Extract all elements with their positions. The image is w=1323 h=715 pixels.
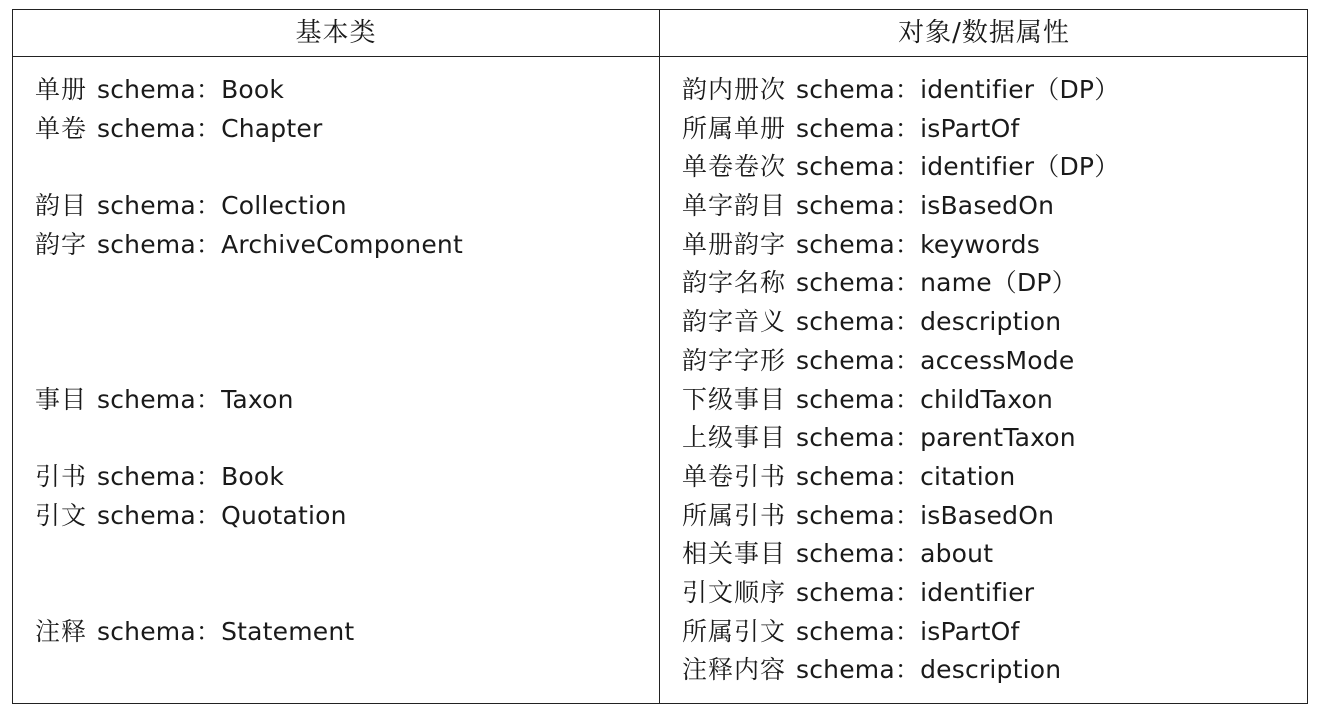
property-schema: schema：isPartOf: [796, 113, 1020, 143]
header-basic-class: 基本类: [295, 18, 377, 48]
property-schema: schema：isBasedOn: [796, 500, 1055, 530]
table-row: [35, 651, 645, 690]
property-label: 韵内册次: [682, 75, 787, 104]
class-label: 韵字: [35, 229, 88, 259]
property-schema: schema：isBasedOn: [796, 191, 1055, 221]
property-schema: schema：name（DP）: [796, 268, 1077, 298]
property-label: 所属引书: [682, 500, 787, 530]
property-schema: schema：description: [796, 307, 1062, 337]
table-row: [35, 264, 645, 303]
table-row: [35, 303, 645, 342]
property-label: 单册韵字: [682, 229, 787, 259]
class-label: 韵目: [35, 191, 88, 221]
class-label: 单卷: [35, 113, 88, 143]
table-row: [35, 226, 645, 265]
table-row: [682, 651, 1297, 690]
property-schema: schema：citation: [796, 461, 1016, 491]
table-row: [35, 574, 645, 613]
table-row: [682, 148, 1297, 187]
class-schema: schema：Book: [97, 461, 285, 491]
property-schema: schema：parentTaxon: [796, 423, 1076, 453]
property-schema: schema：identifier（DP）: [796, 75, 1120, 104]
table-row: [35, 535, 645, 574]
property-label: 韵字音义: [682, 307, 787, 337]
class-label: 事目: [35, 384, 88, 414]
property-label: 上级事目: [682, 423, 787, 453]
property-label: 单卷引书: [682, 461, 787, 491]
property-schema: schema：accessMode: [796, 345, 1075, 375]
property-label: 韵字名称: [682, 268, 787, 298]
property-schema: schema：identifier（DP）: [796, 152, 1120, 182]
table-row: [35, 381, 645, 420]
property-label: 引文顺序: [682, 577, 787, 607]
basic-class-column: [35, 71, 645, 690]
table-row: [682, 613, 1297, 652]
table-row: [35, 342, 645, 381]
property-schema: schema：childTaxon: [796, 384, 1054, 414]
property-schema: schema：isPartOf: [796, 616, 1020, 646]
table-header-row: [13, 10, 1307, 57]
table-row: [682, 419, 1297, 458]
table-row: [682, 535, 1297, 574]
table-row: [35, 187, 645, 226]
table-row: [35, 613, 645, 652]
table-row: [35, 71, 645, 110]
table-row: [35, 419, 645, 458]
table-row: [35, 110, 645, 149]
class-schema: schema：Quotation: [97, 500, 347, 530]
table-row: [682, 497, 1297, 536]
class-schema: schema：Taxon: [97, 384, 294, 414]
table-row: [682, 226, 1297, 265]
class-schema: schema：ArchiveComponent: [97, 229, 463, 259]
table-row: [35, 148, 645, 187]
table-row: [682, 71, 1297, 110]
table-row: [682, 458, 1297, 497]
table-row: [35, 458, 645, 497]
class-label: 引书: [35, 461, 88, 491]
table-row: [682, 381, 1297, 420]
property-schema: schema：identifier: [796, 577, 1035, 607]
property-schema: schema：keywords: [796, 229, 1040, 259]
class-schema: schema：Statement: [97, 616, 355, 646]
column-divider: [659, 10, 660, 703]
class-label: 单册: [35, 75, 88, 104]
table-row: [682, 187, 1297, 226]
header-object-data-property: 对象/数据属性: [898, 18, 1070, 48]
property-label: 所属引文: [682, 616, 787, 646]
schema-mapping-table: [12, 9, 1308, 704]
property-label: 单卷卷次: [682, 152, 787, 182]
class-schema: schema：Collection: [97, 191, 347, 221]
property-schema: schema：description: [796, 655, 1062, 685]
property-label: 单字韵目: [682, 191, 787, 221]
class-label: 注释: [35, 616, 88, 646]
class-schema: schema：Book: [97, 75, 285, 104]
property-label: 韵字字形: [682, 345, 787, 375]
property-label: 所属单册: [682, 113, 787, 143]
class-label: 引文: [35, 500, 88, 530]
property-column: [682, 71, 1297, 690]
table-row: [682, 110, 1297, 149]
table-row: [682, 264, 1297, 303]
table-row: [682, 574, 1297, 613]
property-label: 下级事目: [682, 384, 787, 414]
property-schema: schema：about: [796, 539, 994, 569]
class-schema: schema：Chapter: [97, 113, 323, 143]
table-row: [35, 497, 645, 536]
table-row: [682, 342, 1297, 381]
table-row: [682, 303, 1297, 342]
property-label: 注释内容: [682, 655, 787, 685]
property-label: 相关事目: [682, 539, 787, 569]
